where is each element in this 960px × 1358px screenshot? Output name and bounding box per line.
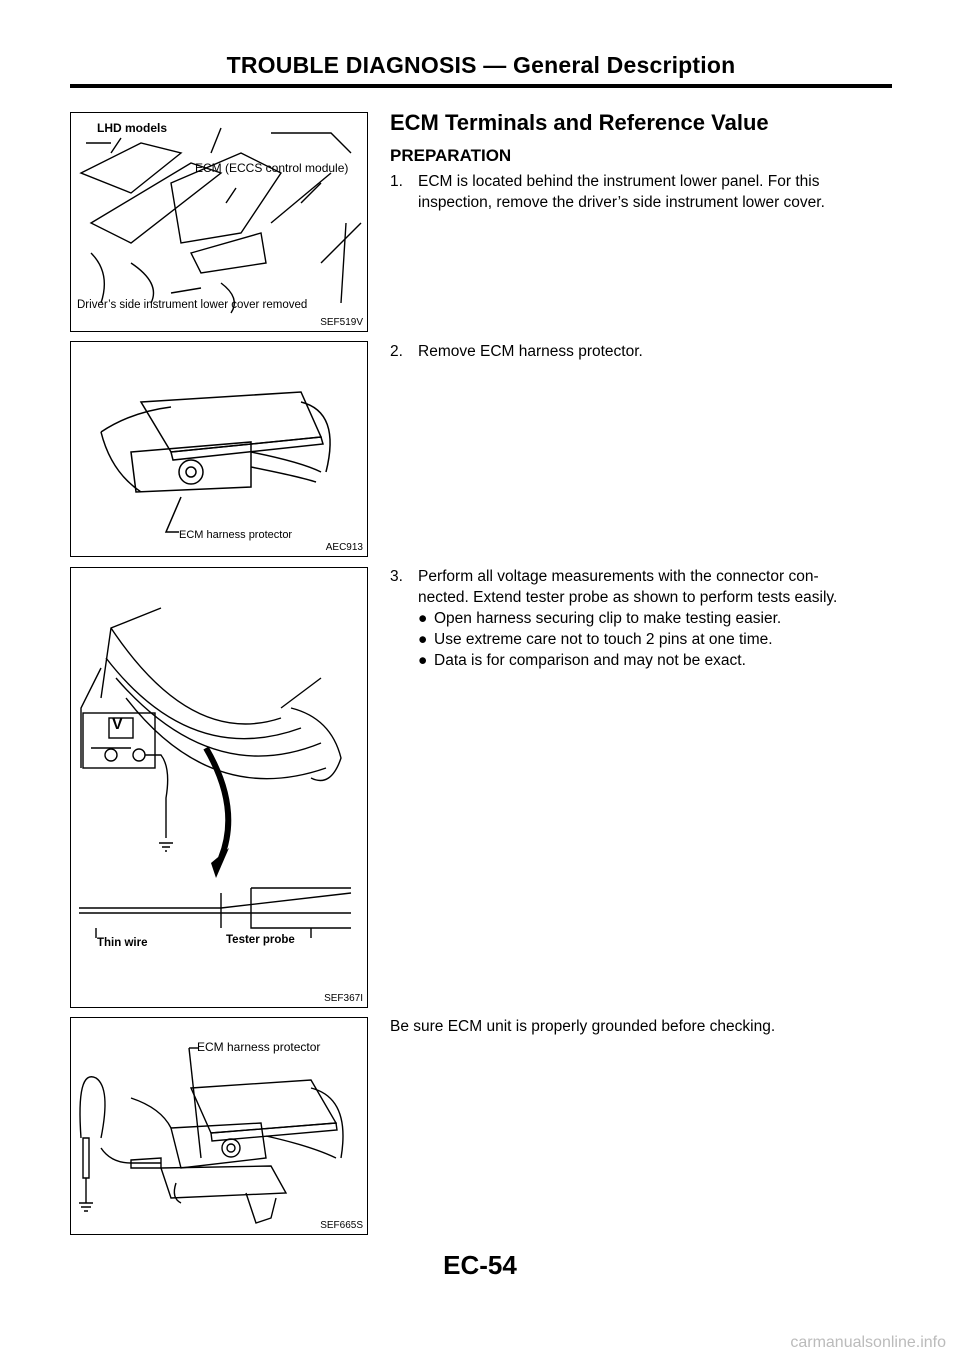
bullet-item: ● Use extreme care not to touch 2 pins at one time. <box>418 631 773 648</box>
step-1 <box>390 171 890 213</box>
step-text: ECM is located behind the instrument lower panel. For this <box>418 173 820 190</box>
figure-code: AEC913 <box>325 542 363 553</box>
step-number: 3. <box>390 568 403 585</box>
bullet-icon: ● <box>418 610 428 627</box>
figure-ecm-location <box>70 112 368 332</box>
bullet-icon: ● <box>418 631 428 648</box>
bullet-item: ● Open harness securing clip to make testing easier. <box>418 610 782 627</box>
harness-protector-illustration <box>71 342 367 556</box>
figure-label-harness-protector: ECM harness protector <box>179 529 293 541</box>
step-text: inspection, remove the driver’s side instrument lower cover. <box>418 194 825 211</box>
page-number: EC-54 <box>443 1250 517 1280</box>
step-number: 2. <box>390 343 403 360</box>
figure-tester-probe <box>70 567 368 1008</box>
figure-harness-protector <box>70 341 368 557</box>
figure-label-thin-wire: Thin wire <box>97 937 148 949</box>
figure-code: SEF665S <box>320 1220 363 1231</box>
figure-label-ecm: ECM (ECCS control module) <box>195 161 349 175</box>
section-title: ECM Terminals and Reference Value <box>390 110 769 135</box>
figure-ecm-ground <box>70 1017 368 1235</box>
header-rule <box>70 84 892 88</box>
step-number: 1. <box>390 173 403 190</box>
ground-note: Be sure ECM unit is properly grounded before checking. <box>390 1018 776 1035</box>
watermark: carmanualsonline.info <box>790 1334 946 1351</box>
figure-code: SEF367I <box>324 993 363 1004</box>
figure-code: SEF519V <box>320 317 363 328</box>
figure-label-lower-cover: Driver’s side instrument lower cover removed <box>77 299 308 311</box>
figure-label-tester-probe: Tester probe <box>226 934 295 946</box>
step-text: Perform all voltage measurements with the connector con- <box>418 568 819 585</box>
step-text: nected. Extend tester probe as shown to perform tests easily. <box>418 589 838 606</box>
step-2 <box>390 341 890 362</box>
voltmeter-v-label: V <box>112 716 123 733</box>
page-header-title: TROUBLE DIAGNOSIS — General Description <box>226 52 736 78</box>
bullet-icon: ● <box>418 652 428 669</box>
section-subtitle: PREPARATION <box>390 146 512 165</box>
bullet-item: ● Data is for comparison and may not be exact. <box>418 652 746 669</box>
figure-label-harness-protector: ECM harness protector <box>197 1040 321 1054</box>
step-text: Remove ECM harness protector. <box>418 343 643 360</box>
figure-label-lhd-models: LHD models <box>97 121 168 135</box>
step-3 <box>390 566 890 671</box>
